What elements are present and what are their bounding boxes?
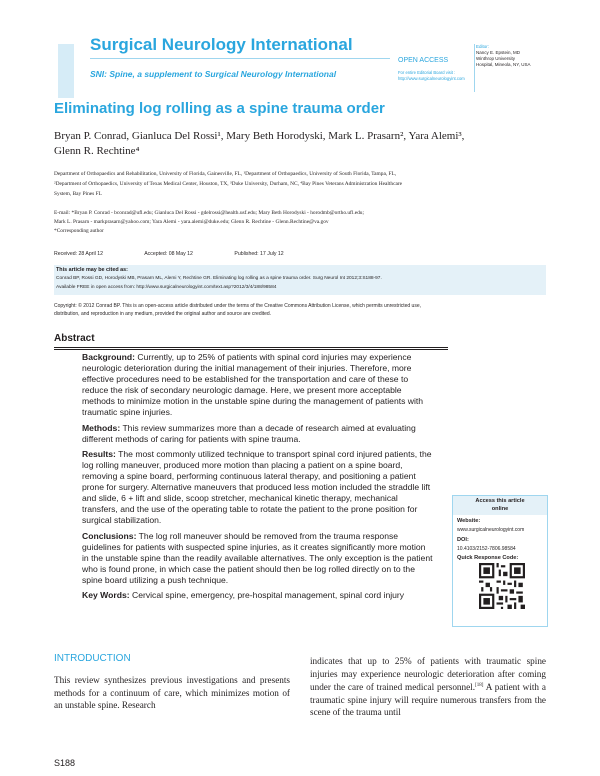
page-number: S188 (54, 758, 76, 768)
authors-line-2: Glenn R. Rechtine⁴ (54, 145, 140, 157)
abstract-heading: Abstract (54, 333, 95, 344)
access-online-box (452, 495, 548, 627)
intro-col2-text-b: A patient with a traumatic spine injury will require numerous transfers from the scene of the trauma until (310, 682, 546, 718)
results-text: The most commonly utilized technique to transport spinal cord injured patients, the log rolling maneuver, produced more motion than placing a patient on a spine board, removing a spine board, performing continuous lateral therapy, and positioning a patient prone for surgery. Alternative maneuvers that produced less motion included the straddle lift and slide, 6 + lift and slide, scoop stretcher, mechanical kinetic therapy, mechanical transfers, and the use of the operating table to rotate the patient to the prone position for surgical stabilization. (82, 449, 432, 525)
editorial-board-info (398, 70, 474, 82)
article-dates (54, 251, 324, 257)
intro-col2-text-a: indicates that up to 25% of patients with traumatic spine injuries may experience neurologic deterioration after coming under the care of trained medical personnel. (310, 656, 546, 693)
header-divider (474, 44, 475, 92)
copyright-line-1: Copyright: © 2012 Conrad BP. This is an open-access article distributed under the terms of the Creative Commons Attribution License, which permits unrestricted use, (54, 303, 422, 309)
qr-label: Quick Response Code: (457, 555, 519, 561)
background-text: Currently, up to 25% of patients with spinal cord injuries may experience neurologic deterioration during the initial management of their injuries. Therefore, more effective procedures need to be established for the transportation and care of these to reduce the risk of secondary neurologic damage. Here, we present more acceptable methods to minimize motion in the unstable spine during the management of patients with traumatic spine injuries. (82, 352, 424, 417)
keywords-label: Key Words: (82, 590, 130, 600)
journal-supplement: SNI: Spine, a supplement to Surgical Neurology International (90, 69, 337, 79)
abstract-rule (54, 347, 448, 348)
editor-name: Nancy E. Epstein, MD (476, 50, 521, 55)
accepted-date: Accepted: 08 May 12 (144, 251, 193, 257)
intro-column-1: This review synthesizes previous investigations and presents methods for a continuum of care, which minimizes motion of an unstable spine. Research (54, 675, 290, 710)
website-link[interactable]: www.surgicalneurologyint.com (457, 527, 525, 533)
header-rule (90, 58, 390, 59)
introduction-heading: INTRODUCTION (54, 653, 131, 664)
abstract-methods (82, 423, 434, 445)
author-list (54, 129, 534, 159)
open-access-label: OPEN ACCESS (398, 57, 449, 64)
abstract-keywords (82, 590, 434, 601)
corresponding-author-note: *Corresponding author (54, 228, 104, 234)
access-heading-line-1: Access this article (475, 498, 525, 504)
citation-box (54, 265, 546, 295)
abstract-background (82, 352, 434, 418)
affiliation-line-2: ²Department of Orthopaedics, University of Texas Medical Center, Houston, TX, ³Duke University, Durham, NC, ⁴Bay Pines Veterans Administration Healthcare (54, 181, 403, 187)
conclusions-label: Conclusions: (82, 530, 137, 541)
methods-text: This review summarizes more than a decade of research aimed at evaluating different methods of caring for patients with spine trauma. (82, 422, 416, 444)
authors-line-1: Bryan P. Conrad, Gianluca Del Rossi¹, Mary Beth Horodyski, Mark L. Prasarn², Yara Alemi³, (54, 130, 465, 142)
methods-label: Methods: (82, 422, 121, 433)
editorial-board-url[interactable]: http://www.surgicalneurologyint.com (398, 76, 465, 81)
background-label: Background: (82, 352, 135, 362)
editor-info (476, 44, 572, 68)
reference-18[interactable]: [18] (475, 683, 484, 688)
doi-value[interactable]: 10.4103/2152-7806.98584 (457, 546, 516, 552)
doi-label: DOI: (457, 537, 469, 543)
results-label: Results: (82, 449, 116, 459)
free-access-link[interactable]: Available FREE in open access from: http://www.surgicalneurologyint.com/text.asp?2012/3/4/188/98584 (56, 285, 277, 290)
conclusions-text: The log roll maneuver should be removed from the trauma response guidelines for patients with suspected spine injuries, as it creates significantly more motion in the unstable spine than the readily available alternatives. The only exception is the patient who is found prone, in which case the patient should then be log rolled directly on to the spine board utilizing a push technique. (82, 530, 433, 585)
abstract-body (82, 352, 434, 606)
editor-affiliation-2: Hospital, Mineola, NY, USA (476, 62, 531, 67)
editorial-board-line: For entire Editorial Board visit : (398, 70, 456, 75)
abstract-results (82, 449, 434, 526)
header-tab-decoration (58, 44, 74, 98)
citation-text: Conrad BP, Rossi GD, Horodyski MB, Prasarn ML, Alemi Y, Rechtine GR. Eliminating log rolling as a spine trauma order. Surg Neurol Int 2012;3:S188-97. (56, 276, 382, 281)
affiliation-line-1: Department of Orthopaedics and Rehabilitation, University of Florida, Gainesville, FL, ¹Department of Orthopaedics, University of South Florida, Tampa, FL, (54, 171, 397, 177)
editor-label: Editor: (476, 44, 490, 49)
email-line-1: E-mail: *Bryan P. Conrad - bconrad@ufl.edu; Gianluca Del Rossi - gdelrossi@health.usf.edu; Mary Beth Horodyski - horodmb@ortho.ufl.edu; (54, 210, 364, 216)
access-heading-line-2: online (491, 506, 509, 512)
abstract-conclusions (82, 531, 434, 586)
article-title: Eliminating log rolling as a spine trauma order (54, 100, 385, 117)
intro-column-2 (310, 655, 546, 719)
author-emails (54, 209, 544, 236)
published-date: Published: 17 July 12 (234, 251, 284, 257)
affiliations (54, 169, 544, 199)
keywords-text: Cervical spine, emergency, pre-hospital management, spinal cord injury (131, 590, 405, 600)
website-label: Website: (457, 518, 481, 524)
access-heading (453, 496, 547, 515)
qr-code-icon[interactable] (479, 563, 525, 609)
editor-affiliation-1: Winthrop University (476, 56, 516, 61)
citation-label: This article may be cited as: (56, 267, 128, 273)
copyright-notice (54, 302, 546, 318)
journal-title: Surgical Neurology International (90, 35, 353, 54)
abstract-rule-double (54, 349, 448, 350)
email-line-2: Mark L. Prasarn - markprasarn@yahoo.com; Yara Alemi - yara.alemi@duke.edu; Glenn R. Rechtine - Glenn.Rechtine@va.gov (54, 219, 329, 225)
received-date: Received: 28 April 12 (54, 251, 104, 257)
affiliation-line-3: System, Bay Pines FL (54, 191, 102, 197)
copyright-line-2: distribution, and reproduction in any medium, provided the original author and source are credited. (54, 311, 272, 317)
